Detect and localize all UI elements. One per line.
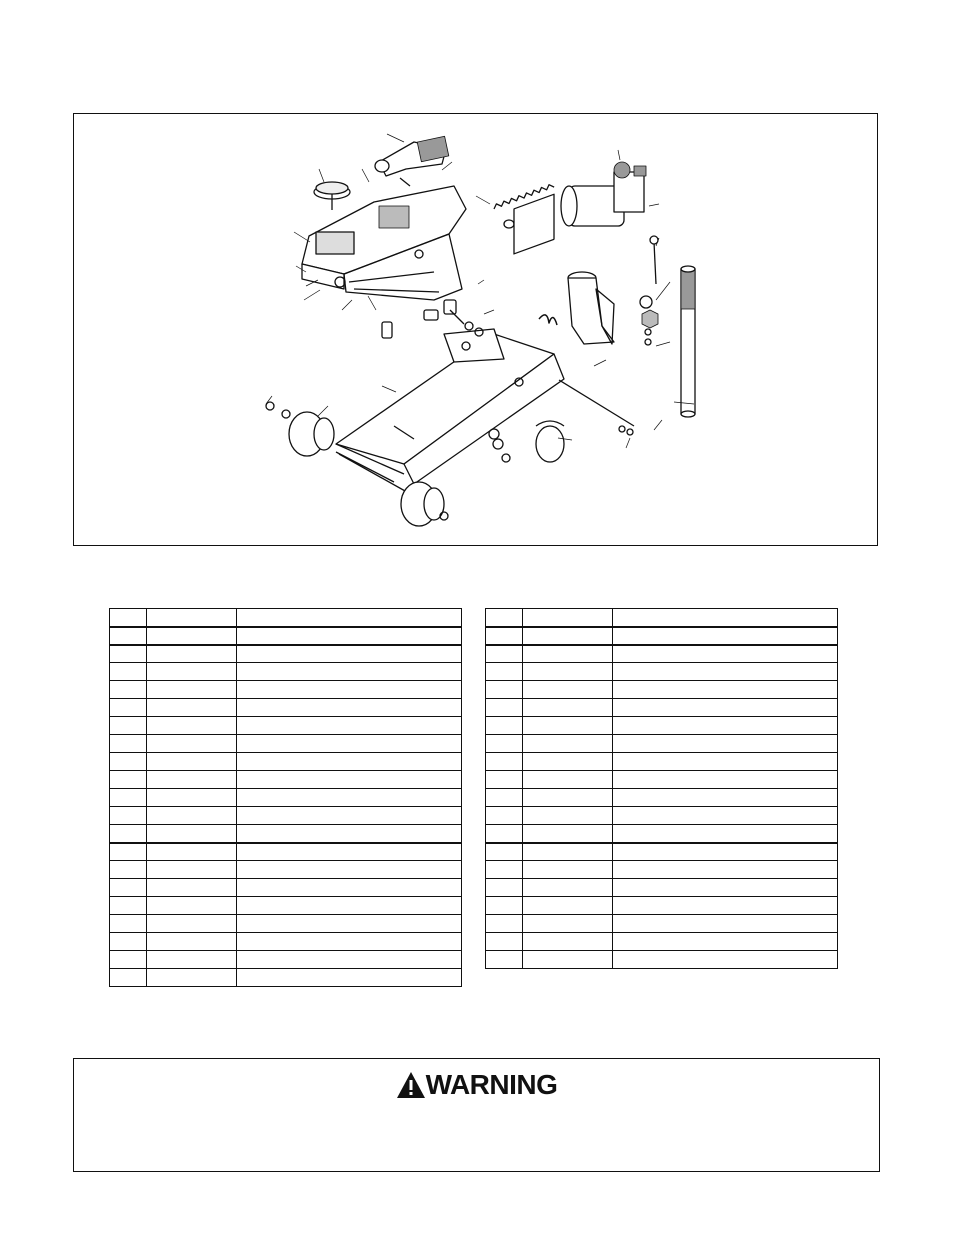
table-row	[486, 861, 838, 879]
table-row	[486, 915, 838, 933]
table-row	[110, 897, 462, 915]
table-row	[486, 825, 838, 843]
table-row	[110, 861, 462, 879]
table-row	[110, 843, 462, 861]
parts-table-right	[485, 608, 838, 969]
table-header-row	[486, 609, 838, 627]
table-row	[110, 627, 462, 645]
table-row	[110, 663, 462, 681]
table-row	[486, 753, 838, 771]
warning-box	[73, 1058, 880, 1172]
table-row	[110, 969, 462, 987]
table-row	[486, 699, 838, 717]
table-row	[486, 789, 838, 807]
table-row	[486, 771, 838, 789]
table-row	[486, 663, 838, 681]
table-row	[486, 807, 838, 825]
table-row	[110, 951, 462, 969]
table-row	[486, 843, 838, 861]
exploded-parts-diagram	[73, 113, 878, 546]
table-row	[110, 699, 462, 717]
table-row	[486, 951, 838, 969]
table-row	[110, 789, 462, 807]
table-row	[110, 735, 462, 753]
table-row	[110, 717, 462, 735]
table-row	[486, 933, 838, 951]
table-row	[110, 915, 462, 933]
table-row	[486, 645, 838, 663]
table-row	[486, 879, 838, 897]
table-header-row	[110, 609, 462, 627]
table-row	[486, 681, 838, 699]
table-row	[486, 627, 838, 645]
warning-title: WARNING	[425, 1069, 558, 1100]
table-row	[110, 933, 462, 951]
warning-header	[74, 1069, 879, 1099]
warning-triangle-icon	[396, 1071, 426, 1099]
table-row	[110, 681, 462, 699]
table-row	[110, 825, 462, 843]
table-row	[486, 717, 838, 735]
table-row	[110, 771, 462, 789]
table-row	[486, 735, 838, 753]
floor-jack-exploded-drawing	[74, 114, 879, 547]
table-row	[110, 879, 462, 897]
table-row	[486, 897, 838, 915]
table-row	[110, 753, 462, 771]
table-row	[110, 645, 462, 663]
table-row	[110, 807, 462, 825]
parts-table-left	[109, 608, 462, 987]
